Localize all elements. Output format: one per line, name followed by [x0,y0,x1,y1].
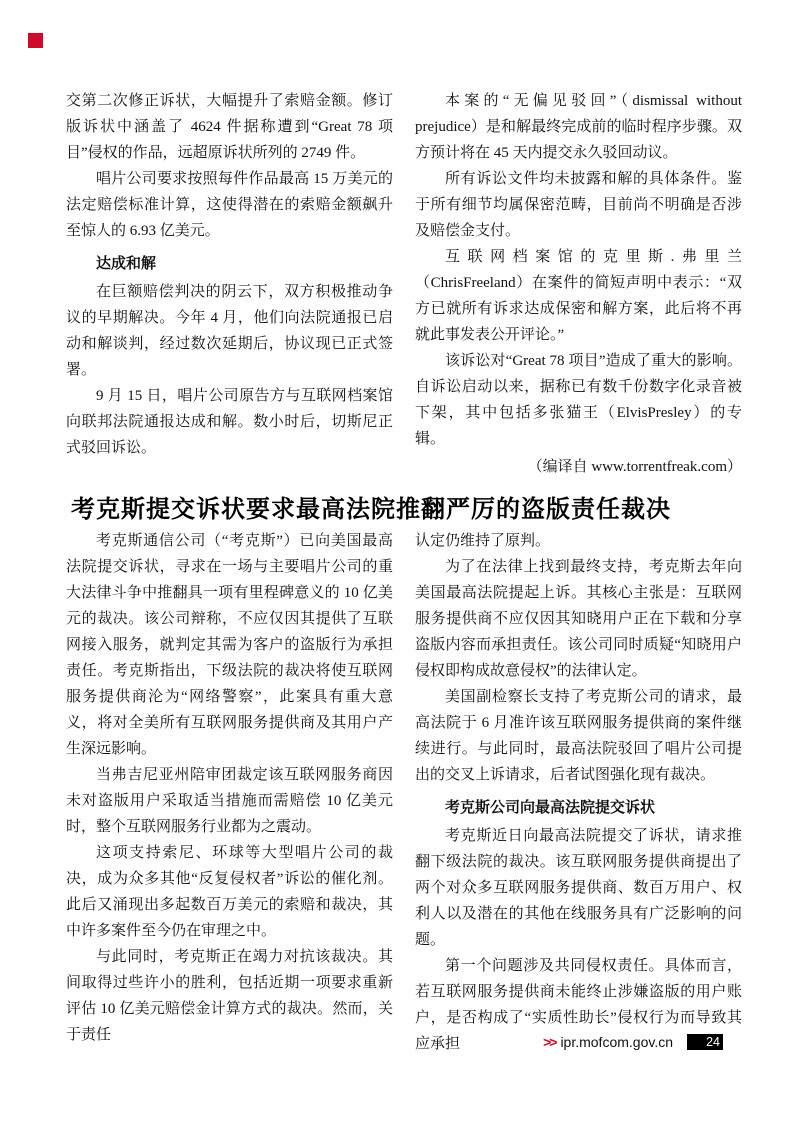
paragraph: 所有诉讼文件均未披露和解的具体条件。鉴于所有细节均属保密范畴，目前尚不明确是否涉及赔偿金支付。 [415,171,742,239]
paragraph: 在巨额赔偿判决的阴云下，双方积极推动争议的早期解决。今年 4 月，他们向法院通报已启动和解谈判，经过数次延期后，协议现已正式签署。 [66,284,393,378]
section-subhead: 达成和解 [96,255,157,272]
paragraph: 互联网档案馆的克里斯.弗里兰（ChrisFreeland）在案件的简短声明中表示：“双方已就所有诉求达成保密和解方案，此后将不再就此事发表公开评论。” [415,249,742,343]
top-article-section [66,88,742,480]
paragraph: 认定仍维持了原判。 [415,533,551,549]
top-left-column [66,88,393,480]
page-corner-marker [28,33,43,48]
article-headline: 考克斯提交诉状要求最高法院推翻严厉的盗版责任裁决 [71,496,671,523]
paragraph: 为了在法律上找到最终支持，考克斯去年向美国最高法院提起上诉。其核心主张是：互联网服务提供商不应仅因其知晓用户正在下载和分享盗版内容而承担责任。该公司同时质疑“知晓用户侵权即构成故意侵权”的法律认定。 [415,559,742,679]
paragraph: 考克斯近日向最高法院提交了诉状，请求推翻下级法院的裁决。该互联网服务提供商提出了两个对众多互联网服务提供商、数百万用户、权利人以及潜在的其他在线服务具有广泛影响的问题。 [415,828,742,948]
paragraph: 本案的“无偏见驳回”（dismissal without prejudice）是和解最终完成前的临时程序步骤。双方预计将在 45 天内提交永久驳回动议。 [415,93,742,161]
paragraph: 与此同时，考克斯正在竭力对抗该裁决。其间取得过些许小的胜利，包括近期一项要求重新评估 10 亿美元赔偿金计算方式的裁决。然而，关于责任 [66,949,393,1043]
top-right-column [415,88,742,480]
page-footer [543,1034,723,1050]
paragraph: 该诉讼对“Great 78 项目”造成了重大的影响。自诉讼启动以来，据称已有数千份数字化录音被下架，其中包括多张猫王（ElvisPresley）的专辑。 [415,353,742,447]
paragraph: 这项支持索尼、环球等大型唱片公司的裁决，成为众多其他“反复侵权者”诉讼的催化剂。此后又涌现出多起数百万美元的索赔和裁决，其中许多案件至今仍在审理之中。 [66,845,393,939]
footer-site-url: ipr.mofcom.gov.cn [560,1034,673,1050]
main-article-section [66,528,742,1057]
paragraph: 当弗吉尼亚州陪审团裁定该互联网服务商因未对盗版用户采取适当措施而需赔偿 10 亿美元时，整个互联网服务行业都为之震动。 [66,767,393,835]
main-left-column [66,528,393,1057]
section-subhead: 考克斯公司向最高法院提交诉状 [445,799,656,816]
main-right-column [415,528,742,1057]
double-chevron-icon: >> [543,1034,556,1050]
paragraph: 美国副检察长支持了考克斯公司的请求，最高法院于 6 月准许该互联网服务提供商的案件继续进行。与此同时，最高法院驳回了唱片公司提出的交叉上诉请求，后者试图强化现有裁决。 [415,689,742,783]
paragraph: 第一个问题涉及共同侵权责任。具体而言，若互联网服务提供商未能终止涉嫌盗版的用户账户，是否构成了“实质性助长”侵权行为而导致其应承担 [415,958,742,1052]
paragraph: 唱片公司要求按照每件作品最高 15 万美元的法定赔偿标准计算，这使得潜在的索赔金额飙升至惊人的 6.93 亿美元。 [66,171,393,239]
paragraph: 9 月 15 日，唱片公司原告方与互联网档案馆向联邦法院通报达成和解。数小时后，切斯尼正式驳回诉讼。 [66,388,393,456]
source-credit: （编译自 www.torrentfreak.com） [527,459,742,475]
paragraph: 交第二次修正诉状，大幅提升了索赔金额。修订版诉状中涵盖了 4624 件据称遭到“Great 78 项目”侵权的作品，远超原诉状所列的 2749 件。 [66,93,393,161]
paragraph: 考克斯通信公司（“考克斯”）已向美国最高法院提交诉状，寻求在一场与主要唱片公司的重大法律斗争中推翻具一项有里程碑意义的 10 亿美元的裁决。该公司辩称，不应仅因其提供了互联网接入服务，就判定其需为客户的盗版行为承担责任。考克斯指出，下级法院的裁决将使互联网服务提供商沦为“网络警察”，此案具有重大意义，将对全美所有互联网服务提供商及其用户产生深远影响。 [66,533,393,757]
page-number-badge: 24 [687,1034,723,1050]
